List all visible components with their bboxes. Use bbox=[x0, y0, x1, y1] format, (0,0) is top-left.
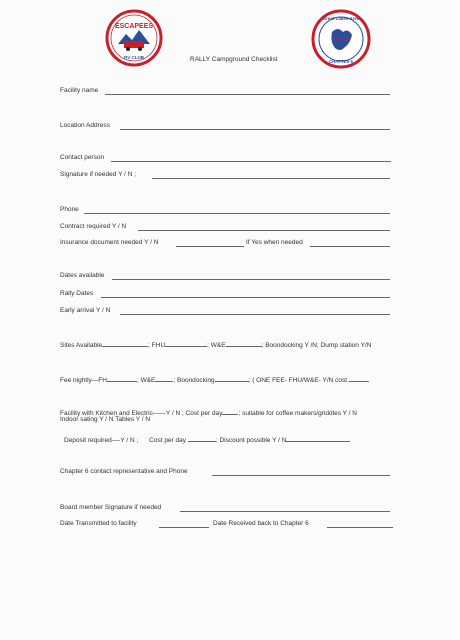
insurance-field[interactable] bbox=[176, 246, 244, 247]
signature-label: Signature if needed Y / N ; bbox=[60, 171, 137, 178]
cost-per-day-kitchen-field[interactable] bbox=[222, 408, 238, 415]
sites-available-field[interactable] bbox=[102, 340, 148, 347]
contract-required-label: Contract required Y / N bbox=[60, 223, 127, 230]
discount-field[interactable] bbox=[286, 435, 350, 442]
we-field[interactable] bbox=[226, 340, 262, 347]
sites-available-label: Sites Available bbox=[60, 342, 103, 349]
skp-text: S K P bbox=[333, 38, 349, 44]
dates-available-field[interactable] bbox=[112, 279, 390, 280]
dates-available-label: Dates available bbox=[60, 272, 105, 279]
we-label: ; W&E bbox=[207, 342, 226, 349]
fhu-label: ; FHU bbox=[148, 342, 166, 349]
location-address-field[interactable] bbox=[120, 129, 390, 130]
fee-we-label: ; W&E bbox=[136, 377, 156, 384]
chapter-contact-label: Chapter 6 contact representative and Phone bbox=[60, 468, 188, 475]
fee-nightly-label: Fee nightly—FH bbox=[60, 377, 107, 384]
date-transmitted-label: Date Transmitted to facility bbox=[60, 520, 137, 527]
location-address-label: Location Address bbox=[60, 122, 110, 129]
discount-label: ; Discount possible Y / N bbox=[215, 437, 287, 444]
cost-per-day-label: Cost per day bbox=[149, 437, 187, 444]
escapees-logo-text: ESCAPEES bbox=[114, 23, 154, 30]
signature-field[interactable] bbox=[152, 178, 390, 179]
if-yes-label: If Yes when needed bbox=[246, 239, 303, 246]
fhu-field[interactable] bbox=[165, 340, 207, 347]
facility-name-field[interactable] bbox=[105, 94, 390, 95]
deposit-row bbox=[64, 435, 350, 445]
contact-person-label: Contact person bbox=[60, 154, 105, 161]
one-fee-label: ; ( ONE FEE- FHU/W&E- Y/N cost bbox=[248, 377, 348, 384]
facility-name-label: Facility name bbox=[60, 87, 99, 94]
fee-nightly-row bbox=[60, 375, 369, 385]
page-title: RALLY Campground Checklist bbox=[190, 56, 278, 63]
rv-club-text: RV CLUB bbox=[124, 55, 144, 60]
rally-dates-label: Rally Dates bbox=[60, 290, 94, 297]
indoor-seating-label: Indoor sating Y / N Tables Y / N bbox=[60, 416, 151, 423]
board-signature-label: Board member Signature if needed bbox=[60, 504, 162, 511]
early-arrival-field[interactable] bbox=[120, 314, 390, 315]
great-lakes-area-text: Great Lakes Area bbox=[322, 16, 360, 21]
one-fee-field[interactable] bbox=[349, 375, 369, 382]
fee-boondocking-label: ; Boondocking bbox=[173, 377, 215, 384]
contract-required-field[interactable] bbox=[138, 230, 390, 231]
date-received-label: Date Received back to Chapter 6 bbox=[213, 520, 309, 527]
date-received-field[interactable] bbox=[327, 527, 393, 528]
fee-we-field[interactable] bbox=[155, 375, 173, 382]
escapees-logo bbox=[104, 8, 164, 68]
insurance-label: Insurance document needed Y / N bbox=[60, 239, 159, 246]
kitchen-label: Facility with Kitchen and Electric——Y / N ; Cost per day bbox=[60, 410, 223, 417]
great-lakes-chapter-logo bbox=[310, 8, 372, 70]
sites-available-row bbox=[60, 340, 371, 350]
phone-label: Phone bbox=[60, 206, 79, 213]
boondocking-dump-label: ; Boondocking Y /N; Dump station Y/N bbox=[261, 342, 372, 349]
fee-boondocking-field[interactable] bbox=[215, 375, 249, 382]
board-signature-field[interactable] bbox=[180, 511, 390, 512]
deposit-cost-field[interactable] bbox=[188, 435, 216, 442]
phone-field[interactable] bbox=[84, 213, 390, 214]
fee-fh-field[interactable] bbox=[107, 375, 137, 382]
contact-person-field[interactable] bbox=[111, 161, 391, 162]
chapter-contact-field[interactable] bbox=[212, 475, 390, 476]
chapter-6-text: CHAPTER 6 bbox=[329, 59, 353, 64]
coffee-label: ; suitable for coffee makers/griddles Y / N bbox=[238, 410, 357, 417]
date-transmitted-field[interactable] bbox=[159, 527, 209, 528]
early-arrival-label: Early arrival Y / N bbox=[60, 307, 111, 314]
if-yes-field[interactable] bbox=[310, 246, 390, 247]
deposit-label: Deposit required—-Y / N ; bbox=[64, 437, 139, 444]
rally-dates-field[interactable] bbox=[101, 297, 390, 298]
